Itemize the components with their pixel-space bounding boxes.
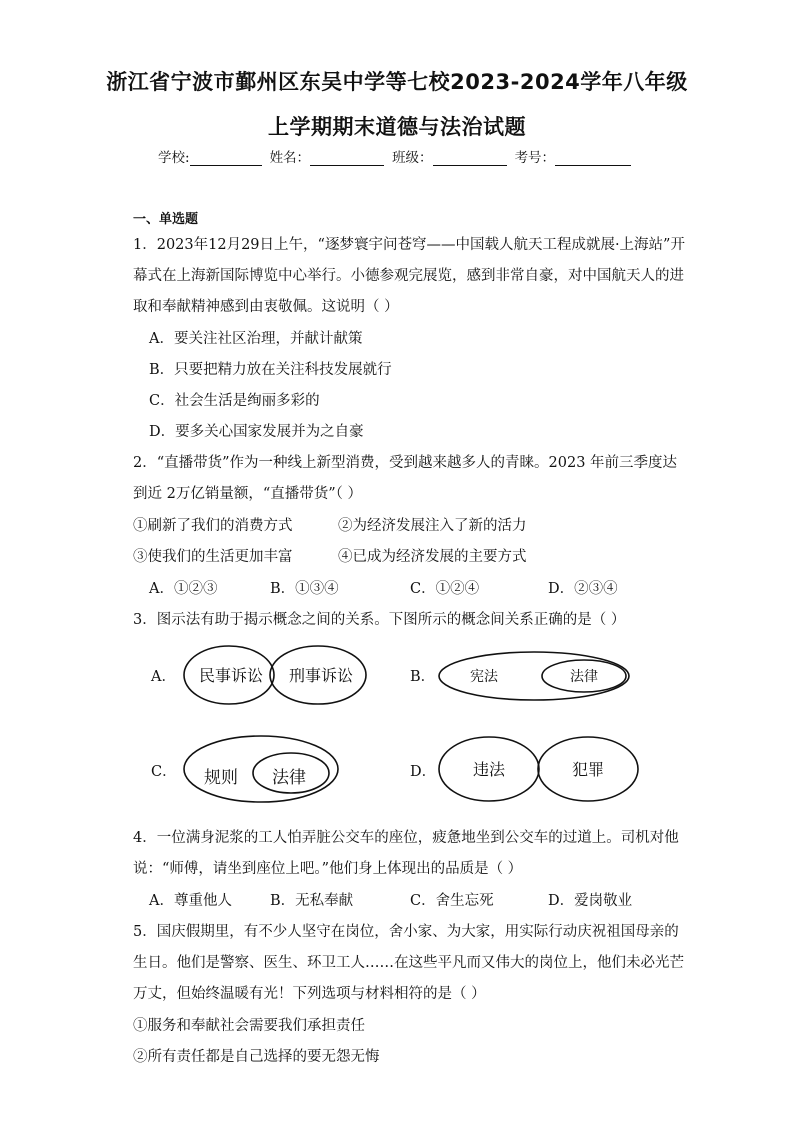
q5-stem-line2: 生日。他们是警察、医生、环卫工人……在这些平凡而又伟大的岗位上，他们未必光芒 xyxy=(133,955,684,971)
q3-a-left-text: 民事诉讼 xyxy=(198,666,264,685)
page-title-line1: 浙江省宁波市鄞州区东吴中学等七校2023-2024学年八年级 xyxy=(106,70,688,94)
school-blank[interactable] xyxy=(190,151,262,166)
q2-stem-line2: 到近 2万亿销量额，“直播带货”（ ） xyxy=(133,486,363,502)
q4-option-a[interactable]: A．尊重他人 xyxy=(149,893,232,909)
name-label: 姓名： xyxy=(269,150,311,166)
q3-option-c-label[interactable]: C． xyxy=(151,764,177,780)
class-label: 班级： xyxy=(392,150,433,166)
q2-option-d[interactable]: D．②③④ xyxy=(548,581,618,597)
q3-diagram-d xyxy=(436,733,642,805)
q2-option-a[interactable]: A．①②③ xyxy=(149,581,218,597)
q3-b-inner-text: 法律 xyxy=(570,669,598,685)
q2-stem-line1: 2．“直播带货”作为一种线上新型消费，受到越来越多人的青睐。2023 年前三季度达 xyxy=(133,455,678,471)
q1-stem-line3: 取和奉献精神感到由衷敬佩。这说明（ ） xyxy=(133,299,399,315)
q4-option-d[interactable]: D．爱岗敬业 xyxy=(548,893,633,909)
page-title-line2: 上学期期末道德与法治试题 xyxy=(268,115,526,139)
q4-option-b[interactable]: B．无私奉献 xyxy=(270,893,354,909)
section-title: 一、单选题 xyxy=(133,212,199,227)
q2-option-c[interactable]: C．①②④ xyxy=(410,581,480,597)
q3-d-right-text: 犯罪 xyxy=(571,760,605,779)
q3-c-inner-text: 法律 xyxy=(272,768,306,788)
student-info-row xyxy=(158,146,639,166)
q3-stem: 3．图示法有助于揭示概念之间的关系。下图所示的概念间关系正确的是（ ） xyxy=(133,612,626,628)
q3-d-left-text: 违法 xyxy=(472,760,506,779)
q1-option-b[interactable]: B．只要把精力放在关注科技发展就行 xyxy=(149,362,392,378)
q4-stem-line1: 4．一位满身泥浆的工人怕弄脏公交车的座位，疲惫地坐到公交车的过道上。司机对他 xyxy=(133,830,679,846)
q5-statement-1: ①服务和奉献社会需要我们承担责任 xyxy=(133,1018,365,1034)
q4-stem-line2: 说：“师傅，请坐到座位上吧。”他们身上体现出的品质是（ ） xyxy=(133,861,523,877)
name-blank[interactable] xyxy=(310,151,384,166)
q3-option-a-label[interactable]: A． xyxy=(151,669,176,685)
school-label: 学校: xyxy=(158,150,190,166)
q5-stem-line3: 万丈，但始终温暖有光！下列选项与材料相符的是（ ） xyxy=(133,986,486,1002)
q3-diagram-b xyxy=(436,648,634,704)
number-blank[interactable] xyxy=(555,151,631,166)
q3-a-right-text: 刑事诉讼 xyxy=(288,666,354,685)
number-label: 考号： xyxy=(514,150,556,166)
q2-statement-4: ④已成为经济发展的主要方式 xyxy=(338,549,527,565)
q5-stem-line1: 5．国庆假期里，有不少人坚守在岗位，舍小家、为大家，用实际行动庆祝祖国母亲的 xyxy=(133,924,679,940)
q2-statement-2: ②为经济发展注入了新的活力 xyxy=(338,518,527,534)
q2-statement-1: ①刷新了我们的消费方式 xyxy=(133,518,293,534)
q3-diagram-a xyxy=(178,640,390,710)
q1-stem-line1: 1．2023年12月29日上午，“逐梦寰宇问苍穹——中国载人航天工程成就展·上海站”开 xyxy=(133,237,685,253)
q3-b-outer-text: 宪法 xyxy=(470,669,498,685)
q3-c-outer-text: 规则 xyxy=(204,768,238,788)
q5-statement-2: ②所有责任都是自己选择的要无怨无悔 xyxy=(133,1049,380,1065)
q2-option-b[interactable]: B．①③④ xyxy=(270,581,339,597)
q3-diagram-c xyxy=(180,732,344,806)
q1-option-d[interactable]: D．要多关心国家发展并为之自豪 xyxy=(149,424,364,440)
q2-statement-3: ③使我们的生活更加丰富 xyxy=(133,549,293,565)
q1-stem-line2: 幕式在上海新国际博览中心举行。小德参观完展览，感到非常自豪，对中国航天人的进 xyxy=(133,268,684,284)
q3-option-d-label[interactable]: D． xyxy=(410,764,437,780)
q3-option-b-label[interactable]: B． xyxy=(410,669,436,685)
class-blank[interactable] xyxy=(433,151,507,166)
q1-option-a[interactable]: A．要关注社区治理，并献计献策 xyxy=(149,331,363,347)
q4-option-c[interactable]: C．舍生忘死 xyxy=(410,893,494,909)
q3-b-outer-ellipse xyxy=(439,652,629,700)
q1-option-c[interactable]: C．社会生活是绚丽多彩的 xyxy=(149,393,320,409)
